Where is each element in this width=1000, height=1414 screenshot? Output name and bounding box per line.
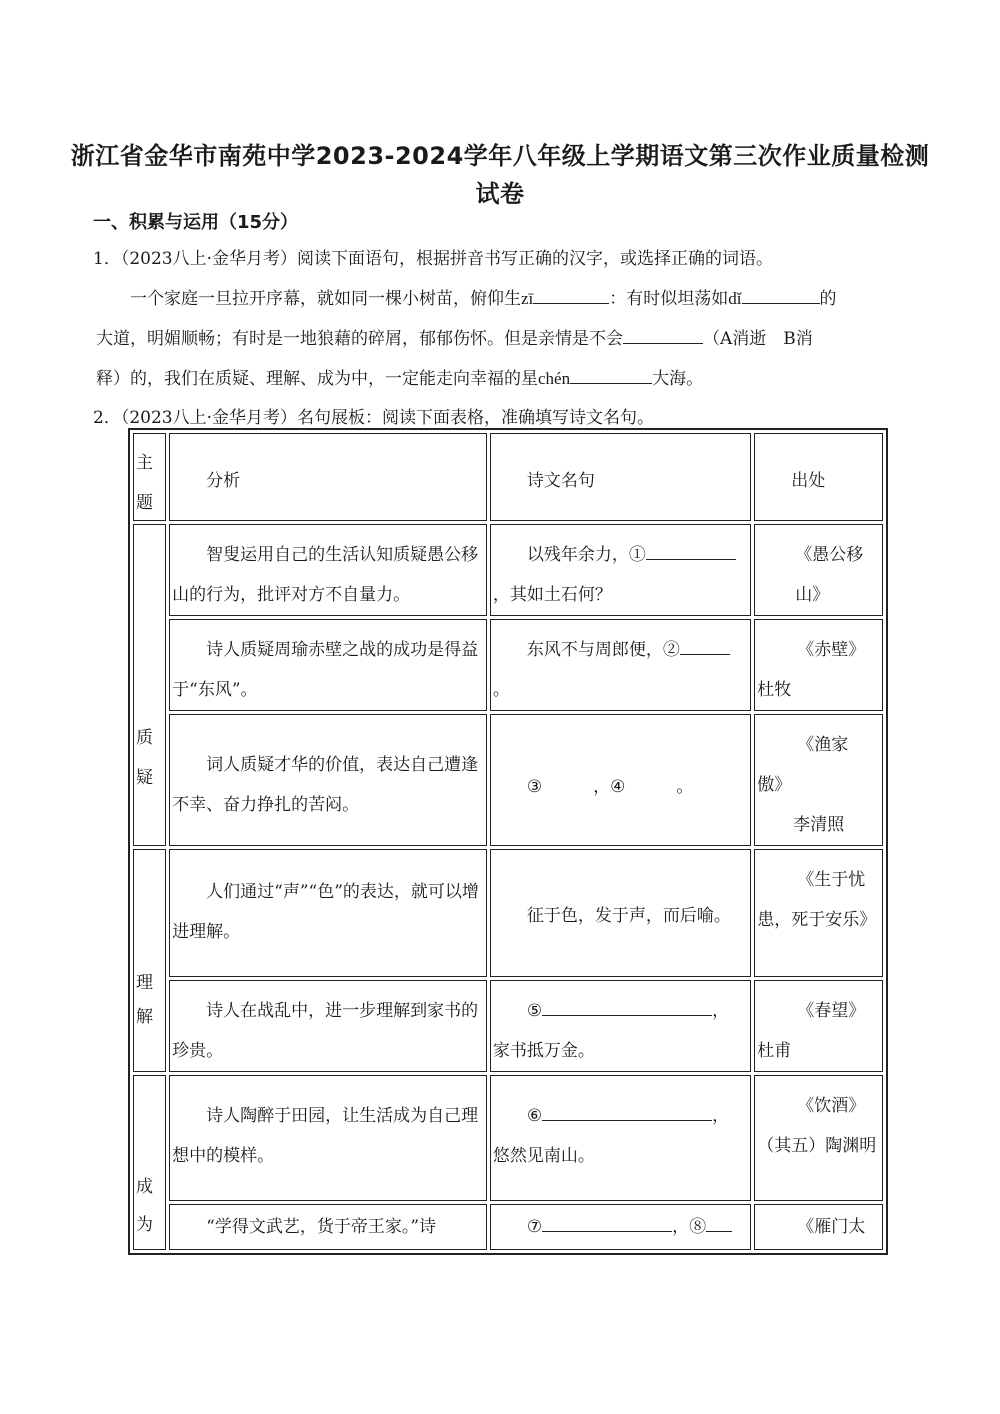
topic-understand: 理 解 (133, 849, 166, 1072)
quote-row-2: 东风不与周郎便，② 。 (490, 619, 751, 711)
question-1-line-2: 大道，明媚顺畅；有时是一地狼藉的碎屑，郁郁伤怀。但是亲情是不会 （A消逝 B消 (96, 324, 813, 349)
pinyin-2: dǐ (728, 289, 742, 308)
document-title-line-1: 浙江省金华市南苑中学2023-2024学年八年级上学期语文第三次作业质量检测 (70, 142, 930, 170)
question-1-heading: 1．（2023八上·金华月考）阅读下面语句，根据拼音书写正确的汉字，或选择正确的词语。 (93, 249, 773, 269)
source-row-6: 《饮酒》（其五）陶渊明 (754, 1075, 883, 1201)
document-title-line-2: 试卷 (475, 180, 525, 208)
analysis-row-1: 智叟运用自己的生活认知质疑愚公移山的行为，批评对方不自量力。 (169, 524, 487, 616)
pinyin-1: zī (521, 289, 534, 308)
quote-row-7: ⑦ ，⑧ (490, 1204, 751, 1250)
analysis-row-7: “学得文武艺，货于帝王家。”诗 (169, 1204, 487, 1250)
answer-blank-circle-1[interactable] (646, 539, 736, 560)
header-source: 出处 (754, 433, 883, 521)
answer-blank-circle-5[interactable] (542, 995, 712, 1016)
question-1-line-1: 一个家庭一旦拉开序幕，就如同一棵小树苗，俯仰生zī ：有时似坦荡如dǐ 的 (130, 284, 837, 309)
answer-blank-2[interactable] (742, 285, 820, 304)
analysis-row-3: 词人质疑才华的价值，表达自己遭逢不幸、奋力挣扎的苦闷。 (169, 714, 487, 846)
source-row-3: 《渔家傲》 李清照 (754, 714, 883, 846)
header-topic: 主 题 (133, 433, 166, 521)
topic-doubt: 质 疑 (133, 524, 166, 846)
question-1-line-3: 释）的，我们在质疑、理解、成为中，一定能走向幸福的星chén 大海。 (96, 364, 703, 389)
answer-blank-circle-8[interactable] (706, 1211, 732, 1232)
source-row-7: 《雁门太 (754, 1204, 883, 1250)
poem-table (128, 428, 888, 1255)
quote-row-4: 征于色，发于声，而后喻。 (490, 849, 751, 977)
quote-row-1: 以残年余力，① ，其如土石何？ (490, 524, 751, 616)
answer-blank-1[interactable] (533, 285, 609, 304)
analysis-row-2: 诗人质疑周瑜赤壁之战的成功是得益于“东风”。 (169, 619, 487, 711)
header-analysis: 分析 (169, 433, 487, 521)
quote-row-6: ⑥ ， 悠然见南山。 (490, 1075, 751, 1201)
source-row-1: 《愚公移山》 (754, 524, 883, 616)
source-row-4: 《生于忧患，死于安乐》 (754, 849, 883, 977)
section-heading: 一、积累与运用（15分） (93, 212, 299, 233)
answer-blank-3[interactable] (623, 325, 703, 344)
question-2-heading: 2．（2023八上·金华月考）名句展板：阅读下面表格，准确填写诗文名句。 (93, 408, 654, 428)
source-row-5: 《春望》杜甫 (754, 980, 883, 1072)
source-row-2: 《赤壁》杜牧 (754, 619, 883, 711)
answer-blank-4[interactable] (570, 365, 652, 384)
topic-become: 成 为 (133, 1075, 166, 1250)
answer-blank-circle-7[interactable] (542, 1211, 672, 1232)
header-quote: 诗文名句 (490, 433, 751, 521)
analysis-row-5: 诗人在战乱中，进一步理解到家书的珍贵。 (169, 980, 487, 1072)
answer-blank-circle-6[interactable] (542, 1100, 712, 1121)
answer-blank-circle-2[interactable] (680, 634, 730, 655)
quote-row-5: ⑤ ， 家书抵万金。 (490, 980, 751, 1072)
pinyin-3: chén (538, 369, 571, 388)
analysis-row-4: 人们通过“声”“色”的表达，就可以增进理解。 (169, 849, 487, 977)
quote-row-3: ③ ，④ 。 (490, 714, 751, 846)
analysis-row-6: 诗人陶醉于田园，让生活成为自己理想中的模样。 (169, 1075, 487, 1201)
